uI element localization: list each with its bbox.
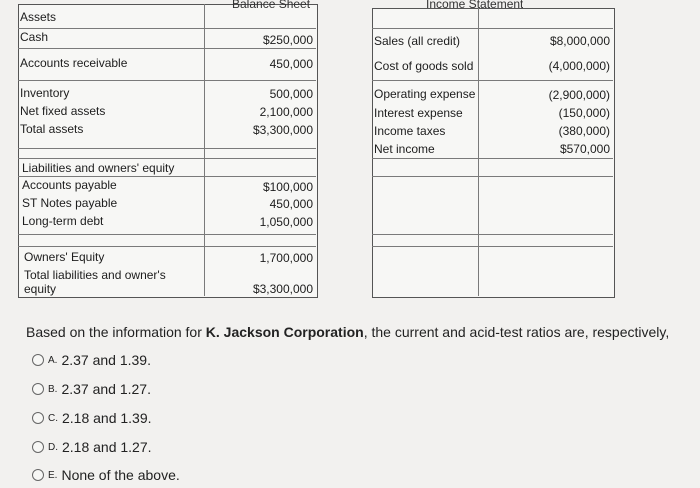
option-d-text: 2.18 and 1.27. <box>62 439 152 455</box>
is-label-income-taxes: Income taxes <box>374 124 446 138</box>
question-text: Based on the information for K. Jackson Corporation, the current and acid-test ratios are, respectively, <box>26 324 670 340</box>
balance-sheet-header: Balance Sheet <box>232 0 311 8</box>
option-a[interactable]: A. 2.37 and 1.39. <box>32 352 151 368</box>
option-e-text: None of the above. <box>61 467 180 483</box>
bs-value-accounts-receivable: 450,000 <box>269 57 313 71</box>
is-value-interest-expense: (150,000) <box>558 106 610 120</box>
is-value-sales: $8,000,000 <box>549 34 610 48</box>
company-name: K. Jackson Corporation <box>205 324 364 340</box>
is-label-cogs: Cost of goods sold <box>374 59 474 73</box>
bs-label-total-liabilities: Total liabilities and owner's <box>24 268 166 282</box>
bs-label-owners-equity: Owners' Equity <box>24 250 105 264</box>
is-label-net-income: Net income <box>374 142 435 156</box>
is-value-income-taxes: (380,000) <box>558 124 610 138</box>
bs-value-accounts-payable: $100,000 <box>262 180 313 194</box>
option-e[interactable]: E. None of the above. <box>32 467 180 483</box>
bs-label-liabilities-header: Liabilities and owners' equity <box>22 161 175 175</box>
bs-value-total-liabilities: $3,300,000 <box>252 282 313 296</box>
is-value-operating-expense: (2,900,000) <box>548 88 610 102</box>
bs-value-st-notes-payable: 450,000 <box>269 197 313 211</box>
bs-label-accounts-receivable: Accounts receivable <box>20 56 128 70</box>
radio-button-icon[interactable] <box>32 441 44 453</box>
radio-button-icon[interactable] <box>32 469 44 481</box>
option-c[interactable]: C. 2.18 and 1.39. <box>32 410 152 426</box>
bs-label-inventory: Inventory <box>20 86 70 100</box>
bs-label-st-notes-payable: ST Notes payable <box>22 196 118 210</box>
bs-label-cash: Cash <box>20 30 49 44</box>
is-label-sales: Sales (all credit) <box>374 34 461 48</box>
bs-value-inventory: 500,000 <box>269 87 313 101</box>
radio-button-icon[interactable] <box>32 412 44 424</box>
bs-label-assets: Assets <box>20 10 57 24</box>
bs-label-net-fixed-assets: Net fixed assets <box>20 104 106 118</box>
option-d[interactable]: D. 2.18 and 1.27. <box>32 439 152 455</box>
bs-value-cash: $250,000 <box>262 33 313 47</box>
option-b-text: 2.37 and 1.27. <box>61 381 151 397</box>
radio-button-icon[interactable] <box>32 354 44 366</box>
is-value-cogs: (4,000,000) <box>548 59 610 73</box>
bs-value-total-assets: $3,300,000 <box>252 123 313 137</box>
bs-value-owners-equity: 1,700,000 <box>259 251 313 265</box>
bs-value-net-fixed-assets: 2,100,000 <box>259 105 313 119</box>
is-label-operating-expense: Operating expense <box>374 87 476 101</box>
option-a-text: 2.37 and 1.39. <box>61 352 151 368</box>
is-value-net-income: $570,000 <box>559 142 610 156</box>
option-c-text: 2.18 and 1.39. <box>62 410 152 426</box>
bs-label-long-term-debt: Long-term debt <box>22 214 104 228</box>
income-statement-header: Income Statement <box>426 0 524 8</box>
option-b[interactable]: B. 2.37 and 1.27. <box>32 381 151 397</box>
bs-value-long-term-debt: 1,050,000 <box>259 215 313 229</box>
radio-button-icon[interactable] <box>32 383 44 395</box>
bs-label-total-liabilities-cont: equity <box>24 282 57 296</box>
bs-label-accounts-payable: Accounts payable <box>22 178 117 192</box>
is-label-interest-expense: Interest expense <box>374 106 463 120</box>
bs-label-total-assets: Total assets <box>20 122 84 136</box>
